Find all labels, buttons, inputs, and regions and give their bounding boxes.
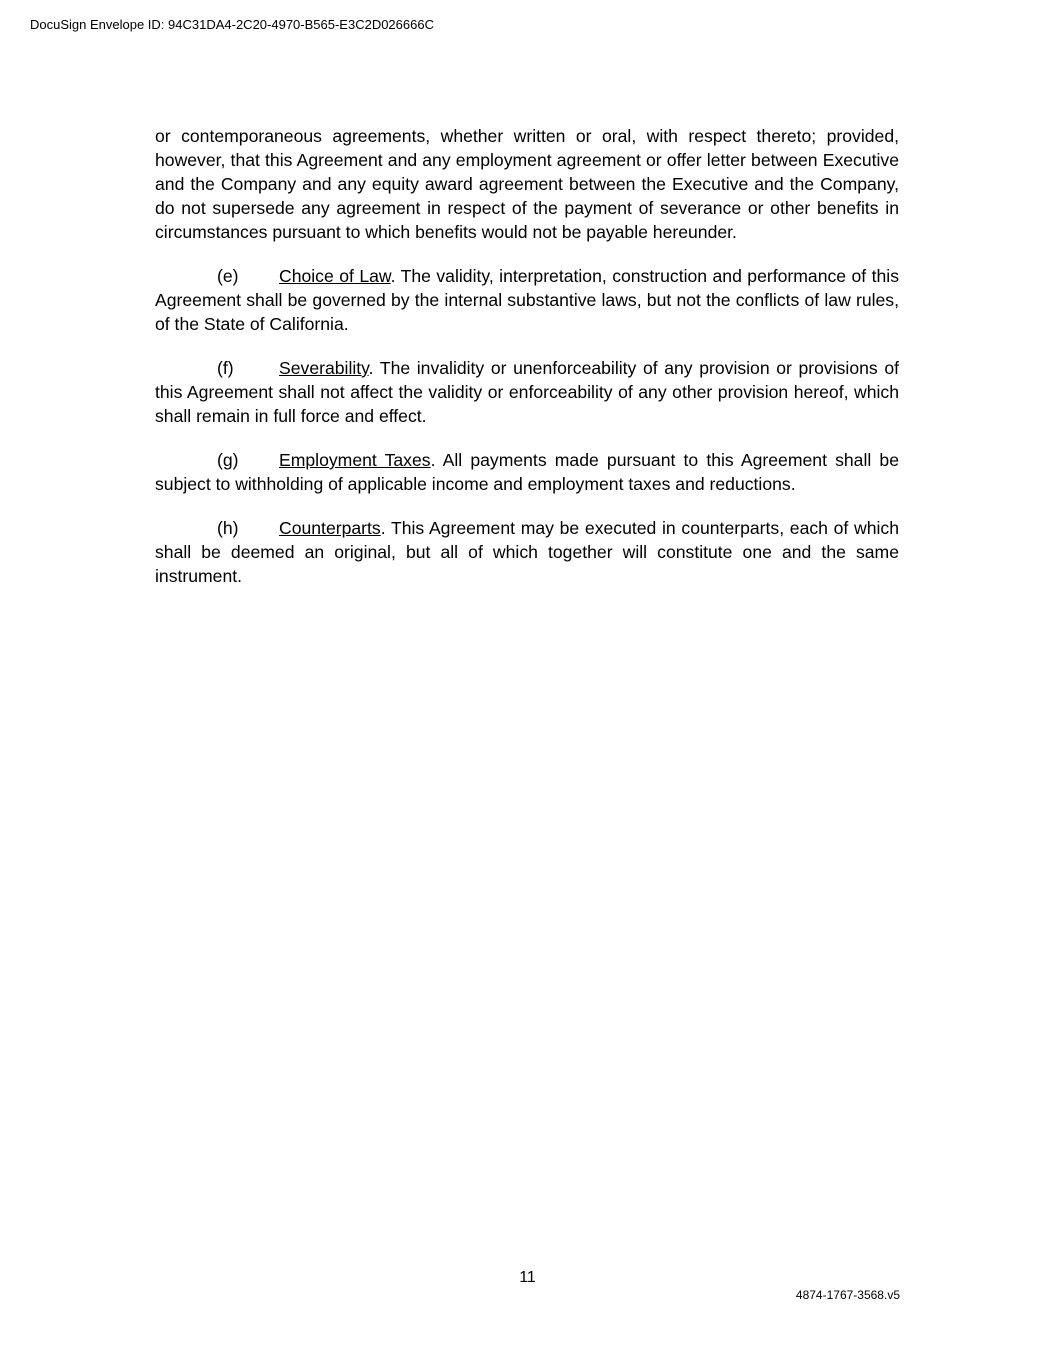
section-label: (h) — [217, 518, 239, 538]
section-text: . This Agreement may be executed in counterparts, each of which shall be deemed an original, but all of which together will constitute one and the same instrument. — [155, 518, 899, 586]
section-text: . The validity, interpretation, construction and performance of this Agreement shall be governed by the internal substantive laws, but not the conflicts of law rules, of the State of California. — [155, 266, 899, 334]
section-employment-taxes — [155, 448, 899, 496]
section-heading: Choice of Law — [279, 266, 391, 286]
page-number: 11 — [519, 1269, 536, 1286]
section-choice-of-law — [155, 264, 899, 336]
section-text: . All payments made pursuant to this Agreement shall be subject to withholding of applicable income and employment taxes and reductions. — [155, 450, 899, 494]
section-heading: Counterparts — [279, 518, 381, 538]
docusign-envelope-id: DocuSign Envelope ID: 94C31DA4-2C20-4970-B565-E3C2D026666C — [30, 17, 434, 32]
section-severability — [155, 356, 899, 428]
section-label: (f) — [217, 358, 234, 378]
document-id: 4874-1767-3568.v5 — [795, 1288, 900, 1302]
section-label: (e) — [217, 266, 239, 286]
section-label: (g) — [217, 450, 239, 470]
section-text: . The invalidity or unenforceability of any provision or provisions of this Agreement shall not affect the validity or enforceability of any other provision hereof, which shall remain in full force and effect. — [155, 358, 899, 426]
section-counterparts — [155, 516, 899, 588]
section-heading: Employment Taxes — [279, 450, 431, 470]
document-body — [155, 124, 899, 608]
continuation-paragraph: or contemporaneous agreements, whether written or oral, with respect thereto; provided, however, that this Agreement and any employment agreement or offer letter between Executive and the Company and any equity award agreement between the Executive and the Company, do not supersede any agreement in respect of the payment of severance or other benefits in circumstances pursuant to which benefits would not be payable hereunder. — [155, 126, 899, 242]
section-heading: Severability — [279, 358, 369, 378]
